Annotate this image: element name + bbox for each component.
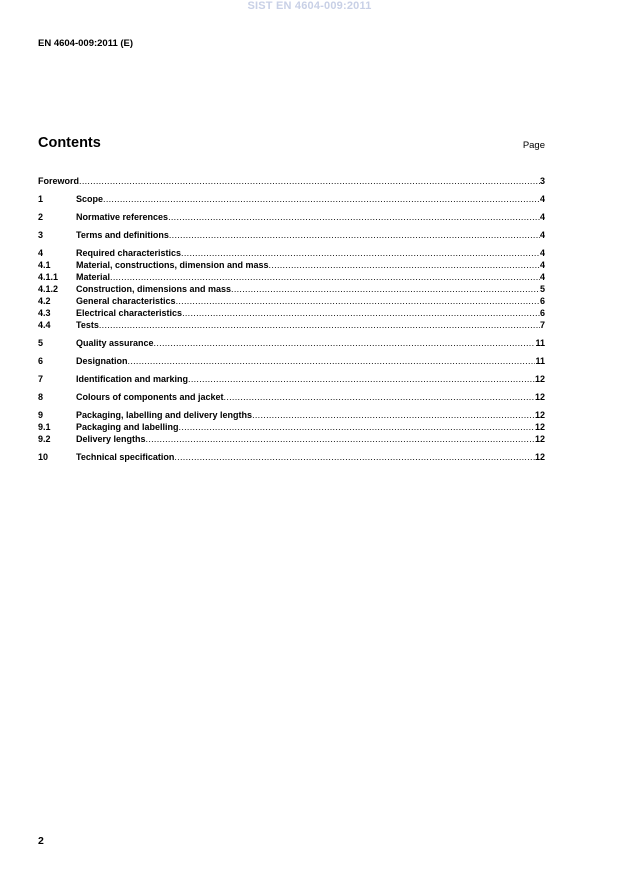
toc-dot-leader	[168, 211, 540, 223]
toc-entry[interactable]	[38, 259, 545, 271]
toc-entry-number: 8	[38, 392, 44, 402]
toc-entry[interactable]	[38, 307, 545, 319]
toc-entry-title: Scope	[76, 194, 104, 204]
toc-entry[interactable]	[38, 229, 545, 241]
toc-entry[interactable]	[38, 295, 545, 307]
toc-entry-page: 6	[539, 308, 545, 318]
toc-entry-number: 3	[38, 230, 44, 240]
toc-entry-number: 4.2	[38, 296, 51, 306]
toc-entry-number: 6	[38, 356, 44, 366]
toc-entry-title: Construction, dimensions and mass	[76, 284, 232, 294]
toc-entry[interactable]	[38, 283, 545, 295]
toc-entry[interactable]	[38, 211, 545, 223]
toc-entry[interactable]	[38, 409, 545, 421]
toc-entry-title: Quality assurance	[76, 338, 154, 348]
toc-entry-title: Colours of components and jacket	[76, 392, 224, 402]
toc-entry-page: 11	[535, 356, 545, 366]
toc-entry-page: 12	[534, 452, 545, 462]
toc-entry-page: 11	[535, 338, 545, 348]
toc-entry-number: 9	[38, 410, 44, 420]
toc-entry-title: Electrical characteristics	[76, 308, 183, 318]
toc-entry-title: Packaging, labelling and delivery lengths	[76, 410, 253, 420]
toc-entry[interactable]	[38, 391, 545, 403]
toc-entry-page: 12	[534, 434, 545, 444]
toc-entry-number: 4.4	[38, 320, 51, 330]
toc-entry-title: Delivery lengths	[76, 434, 146, 444]
watermark: SIST EN 4604-009:2011	[247, 0, 372, 12]
toc-entry-page: 6	[539, 296, 545, 306]
toc-entry-number: 9.2	[38, 434, 51, 444]
toc-entry-number: 9.1	[38, 422, 51, 432]
toc-entry[interactable]	[38, 373, 545, 385]
toc-entry[interactable]	[38, 337, 545, 349]
toc-entry-page: 12	[534, 410, 545, 420]
toc-entry-number: 4	[38, 248, 44, 258]
toc-dot-leader	[99, 319, 540, 331]
toc-dot-leader	[179, 421, 535, 433]
toc-entry-title: Designation	[76, 356, 128, 366]
toc-entry[interactable]	[38, 319, 545, 331]
toc-entry[interactable]	[38, 355, 545, 367]
toc-entry[interactable]	[38, 247, 545, 259]
toc-dot-leader	[269, 259, 540, 271]
toc-entry-title: Normative references	[76, 212, 169, 222]
toc-entry-page: 7	[539, 320, 545, 330]
toc-dot-leader	[79, 175, 540, 187]
toc-entry-number: 4.3	[38, 308, 51, 318]
toc-dot-leader	[128, 355, 536, 367]
toc-entry-title: Identification and marking	[76, 374, 189, 384]
toc-dot-leader	[182, 307, 540, 319]
toc-entry-number: 5	[38, 338, 44, 348]
toc-entry-page: 4	[539, 230, 545, 240]
toc-entry[interactable]	[38, 193, 545, 205]
toc-entry-title: Terms and definitions	[76, 230, 169, 240]
toc-entry-page: 4	[539, 260, 545, 270]
document-id: EN 4604-009:2011 (E)	[38, 38, 134, 49]
toc-entry-number: 10	[38, 452, 49, 462]
toc-entry-title: Packaging and labelling	[76, 422, 179, 432]
toc-entry-page: 4	[539, 248, 545, 258]
toc-dot-leader	[181, 247, 540, 259]
toc-dot-leader	[174, 451, 535, 463]
toc-dot-leader	[103, 193, 540, 205]
toc-entry[interactable]	[38, 451, 545, 463]
toc-entry-number: 4.1.1	[38, 272, 59, 282]
toc-entry-title: General characteristics	[76, 296, 176, 306]
toc-entry[interactable]	[38, 433, 545, 445]
toc-entry-page: 3	[539, 176, 545, 186]
toc-dot-leader	[252, 409, 535, 421]
toc-entry-page: 4	[539, 194, 545, 204]
toc-entry-page: 5	[539, 284, 545, 294]
toc-dot-leader	[169, 229, 540, 241]
toc-entry-number: 2	[38, 212, 44, 222]
toc-dot-leader	[110, 271, 540, 283]
toc-entry[interactable]	[38, 421, 545, 433]
toc-dot-leader	[188, 373, 535, 385]
page-column-label: Page	[522, 140, 545, 151]
toc-entry-title: Tests	[76, 320, 99, 330]
toc-entry-page: 12	[534, 392, 545, 402]
table-of-contents	[38, 175, 545, 463]
toc-entry-title: Foreword	[38, 176, 80, 186]
toc-entry-title: Required characteristics	[76, 248, 182, 258]
contents-heading: Contents	[38, 135, 101, 151]
toc-entry-title: Material, constructions, dimension and mass	[76, 260, 269, 270]
toc-dot-leader	[146, 433, 535, 445]
toc-entry-page: 12	[534, 374, 545, 384]
toc-entry-number: 4.1.2	[38, 284, 59, 294]
toc-entry-page: 4	[539, 212, 545, 222]
toc-entry-page: 12	[534, 422, 545, 432]
toc-dot-leader	[224, 391, 535, 403]
toc-entry-number: 7	[38, 374, 44, 384]
toc-entry[interactable]	[38, 271, 545, 283]
toc-dot-leader	[176, 295, 540, 307]
toc-dot-leader	[231, 283, 540, 295]
toc-entry[interactable]	[38, 175, 545, 187]
toc-entry-number: 4.1	[38, 260, 51, 270]
toc-entry-page: 4	[539, 272, 545, 282]
toc-entry-number: 1	[38, 194, 44, 204]
toc-dot-leader	[154, 337, 536, 349]
page-number: 2	[38, 835, 44, 847]
toc-entry-title: Technical specification	[76, 452, 175, 462]
toc-entry-title: Material	[76, 272, 111, 282]
